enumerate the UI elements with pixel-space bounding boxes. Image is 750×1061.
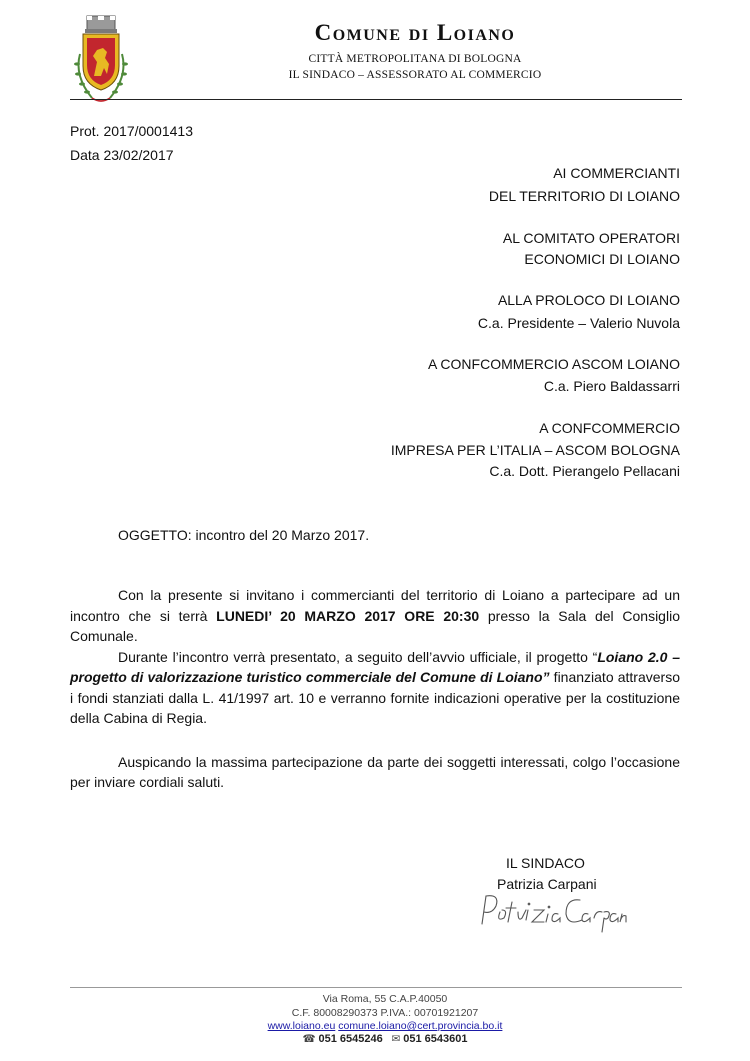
header-divider (70, 99, 682, 100)
footer-address: Via Roma, 55 C.A.P.40050 (322, 993, 448, 1005)
letter-body (70, 585, 680, 793)
header-subtitle-metropolitan: CITTÀ METROPOLITANA DI BOLOGNA (308, 53, 522, 65)
phone-icon: ☎ (302, 1033, 316, 1045)
recipient-3-line-2: C.a. Presidente – Valerio Nuvola (477, 315, 680, 331)
letter-subject: OGGETTO: incontro del 20 Marzo 2017. (118, 527, 370, 543)
recipient-3-line-1: ALLA PROLOCO DI LOIANO (497, 292, 680, 308)
project-title: Loiano 2.0 – progetto di valorizzazione turistico commerciale del Comune di Loiano” (70, 648, 680, 685)
recipient-5-line-3: C.a. Dott. Pierangelo Pellacani (489, 463, 680, 479)
recipient-1-line-2: DEL TERRITORIO DI LOIANO (488, 188, 680, 204)
p1-text-a: Con la presente si invitano i commercianti del territorio di Loiano a partecipare ad un incontro che si terrà (70, 587, 680, 624)
handwritten-signature (470, 888, 630, 936)
p2-text-b: finanziato attraverso i fondi stanziati dalla L. 41/1997 art. 10 e verranno fornite indicazioni operative per la costituzione della Cabina di Regia. (70, 669, 680, 726)
footer-tax-ids: C.F. 80008290373 P.IVA.: 00701921207 (291, 1007, 479, 1019)
body-paragraph-3: Auspicando la massima partecipazione da parte dei soggetti interessati, colgo l’occasione per inviare cordiali saluti. (70, 753, 680, 790)
pec-email-link[interactable]: comune.loiano@cert.provincia.bo.it (338, 1020, 503, 1032)
footer-contacts (0, 1033, 750, 1045)
p1-text-b: presso la Sala del Consiglio Comunale. (70, 607, 680, 644)
recipient-2-line-2: ECONOMICI DI LOIANO (524, 251, 680, 267)
protocol-number: Prot. 2017/0001413 (70, 123, 193, 139)
body-paragraph-1 (70, 585, 680, 647)
footer-links (0, 1020, 750, 1032)
meeting-datetime: LUNEDI’ 20 MARZO 2017 ORE 20:30 (216, 607, 480, 624)
website-link[interactable]: www.loiano.eu (267, 1020, 336, 1032)
recipient-1-line-1: AI COMMERCIANTI (553, 165, 680, 181)
recipient-4-line-1: A CONFCOMMERCIO ASCOM LOIANO (427, 356, 680, 372)
header-subtitle-office: IL SINDACO – ASSESSORATO AL COMMERCIO (288, 69, 542, 81)
recipient-2-line-1: AL COMITATO OPERATORI (502, 230, 680, 246)
fax-number: 051 6543601 (403, 1033, 468, 1045)
signature-role: IL SINDACO (506, 855, 585, 871)
fax-icon: ✉ (391, 1033, 401, 1045)
recipient-5-line-1: A CONFCOMMERCIO (539, 420, 680, 436)
body-paragraph-2 (70, 647, 680, 729)
protocol-date: Data 23/02/2017 (70, 147, 174, 163)
comune-title: Comune di Loiano (314, 20, 516, 45)
footer-divider (70, 987, 682, 988)
p2-text-a: Durante l’incontro verrà presentato, a seguito dell’avvio ufficiale, il progetto “ (118, 648, 598, 665)
signature-name: Patrizia Carpani (497, 876, 597, 892)
phone-number: 051 6545246 (318, 1033, 383, 1045)
recipient-5-line-2: IMPRESA PER L’ITALIA – ASCOM BOLOGNA (390, 442, 680, 458)
recipient-4-line-2: C.a. Piero Baldassarri (543, 378, 680, 394)
